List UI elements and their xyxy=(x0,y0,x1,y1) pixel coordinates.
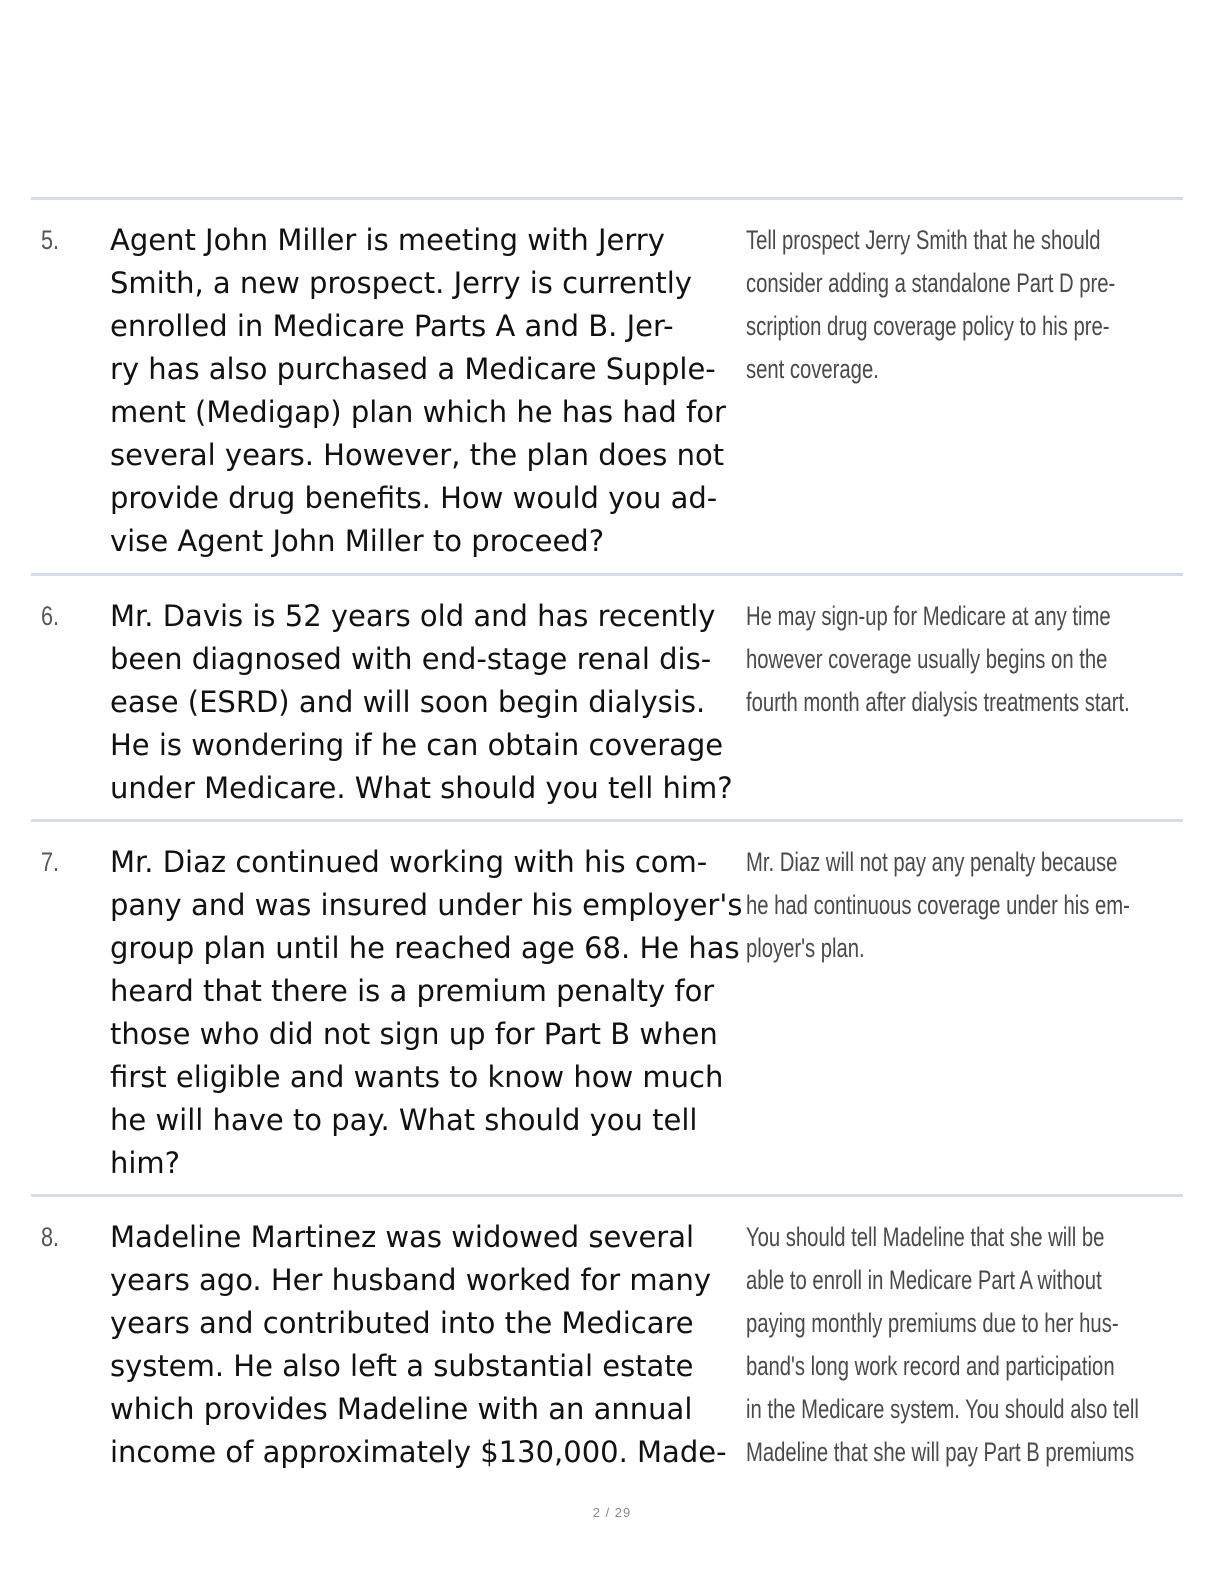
question-text: Agent John Miller is meeting with Jerry Smith, a new prospect. Jerry is currently enrolled in Medicare Parts A and B. Jer- ry has also purchased a Medicare Supple- ment (Medigap) plan which he has had for several years. However, the plan does not provide drug benefits. How would you ad- vise Agent John Miller to proceed? xyxy=(110,223,726,558)
answer-text: He may sign-up for Medicare at any time however coverage usually begins on the fourth month after dialysis treatments start. xyxy=(746,601,1130,717)
item-number: 5. xyxy=(41,225,60,255)
question-text: Mr. Diaz continued working with his com- pany and was insured under his employer's group plan until he reached age 68. He has heard that there is a premium penalty for those who did not sign up for Part B when first eligible and wants to know how much he will have to pay. What should you tell him? xyxy=(110,845,743,1180)
item-number: 7. xyxy=(41,847,60,877)
answer-text: You should tell Madeline that she will be able to enroll in Medicare Part A without paying monthly premiums due to her hus- band's long work record and participation in the Medicare system. You should also tell Madeline that she will pay Part B premiums xyxy=(746,1222,1139,1467)
table-row xyxy=(31,573,1183,819)
table-row xyxy=(31,819,1183,1194)
table-row xyxy=(31,1194,1183,1527)
question-text: Mr. Davis is 52 years old and has recently been diagnosed with end-stage renal dis- ease (ESRD) and will soon begin dialysis. He is wondering if he can obtain coverage under Medicare. What should you tell him? xyxy=(110,599,733,805)
item-number: 8. xyxy=(41,1222,60,1252)
qa-table xyxy=(31,197,1183,1527)
item-number: 6. xyxy=(41,601,60,631)
answer-text: Mr. Diaz will not pay any penalty because he had continuous coverage under his em- ployer's plan. xyxy=(746,847,1130,963)
page-indicator: 2 / 29 xyxy=(592,1505,632,1520)
question-text: Madeline Martinez was widowed several years ago. Her husband worked for many years and contributed into the Medicare system. He also left a substantial estate which provides Madeline with an annual income of approximately $130,000. Made- xyxy=(110,1220,727,1469)
table-row xyxy=(31,197,1183,573)
answer-text: Tell prospect Jerry Smith that he should consider adding a standalone Part D pre- scription drug coverage policy to his pre- sent coverage. xyxy=(746,225,1116,384)
